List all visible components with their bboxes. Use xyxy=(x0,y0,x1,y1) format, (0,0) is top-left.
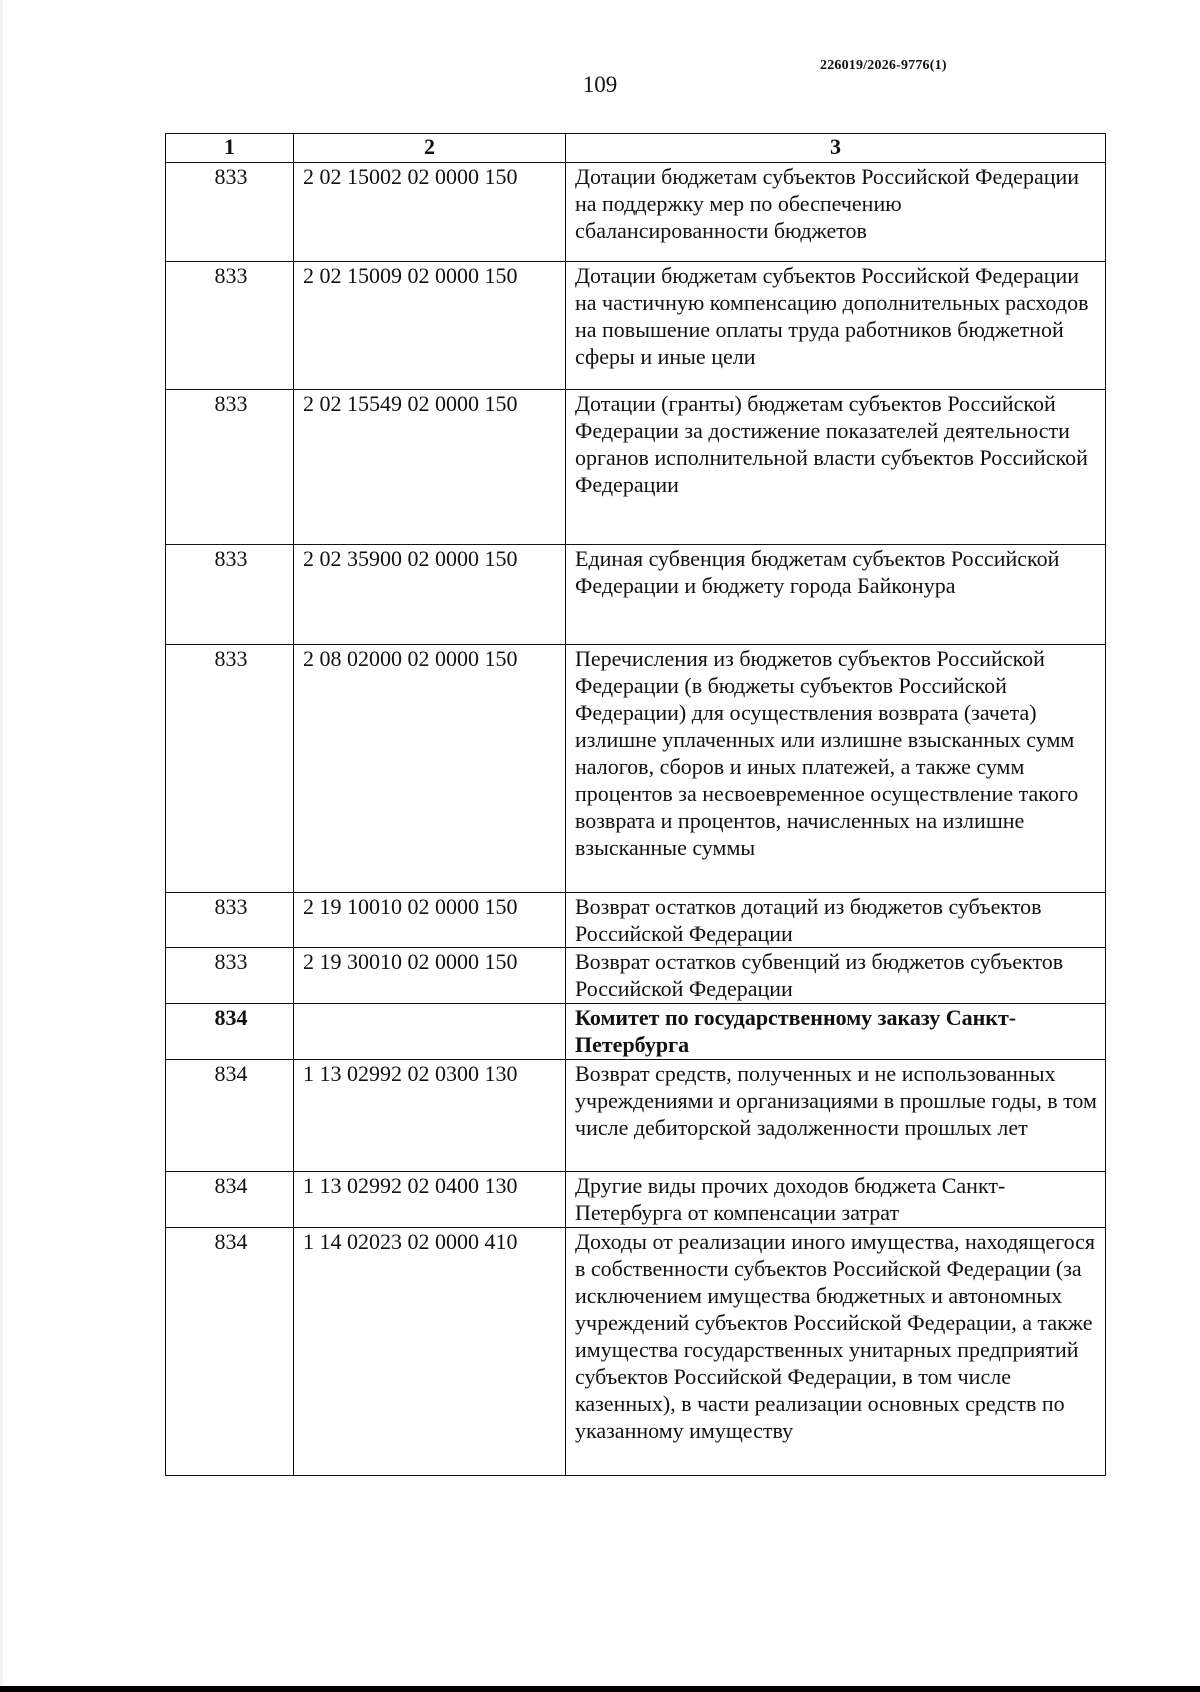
revenue-code-cell xyxy=(294,1004,566,1060)
revenue-name-cell: Возврат остатков субвенций из бюджетов субъектов Российской Федерации xyxy=(566,948,1106,1004)
revenue-name-cell: Единая субвенция бюджетам субъектов Российской Федерации и бюджету города Байконура xyxy=(566,545,1106,645)
admin-code-cell: 834 xyxy=(166,1060,294,1172)
admin-code-cell: 833 xyxy=(166,262,294,390)
revenue-name-cell: Комитет по государственному заказу Санкт-Петербурга xyxy=(566,1004,1106,1060)
admin-code-cell: 833 xyxy=(166,163,294,262)
table-row xyxy=(166,948,1106,1004)
revenue-code-cell: 2 02 15002 02 0000 150 xyxy=(294,163,566,262)
revenue-code-cell: 2 02 35900 02 0000 150 xyxy=(294,545,566,645)
revenue-code-cell: 2 19 30010 02 0000 150 xyxy=(294,948,566,1004)
admin-code-cell: 834 xyxy=(166,1004,294,1060)
revenue-name-cell: Возврат остатков дотаций из бюджетов субъектов Российской Федерации xyxy=(566,893,1106,948)
table-row xyxy=(166,163,1106,262)
admin-code-cell: 833 xyxy=(166,390,294,545)
scan-edge-left xyxy=(0,0,3,1692)
table-row xyxy=(166,893,1106,948)
admin-code-cell: 833 xyxy=(166,645,294,893)
revenue-code-cell: 2 02 15009 02 0000 150 xyxy=(294,262,566,390)
revenue-code-cell: 2 19 10010 02 0000 150 xyxy=(294,893,566,948)
revenue-name-cell: Дотации бюджетам субъектов Российской Федерации на поддержку мер по обеспечению сбалансированности бюджетов xyxy=(566,163,1106,262)
revenue-name-cell: Дотации (гранты) бюджетам субъектов Российской Федерации за достижение показателей деятельности органов исполнительной власти субъектов Российской Федерации xyxy=(566,390,1106,545)
admin-code-cell: 834 xyxy=(166,1228,294,1476)
revenue-name-cell: Другие виды прочих доходов бюджета Санкт-Петербурга от компенсации затрат xyxy=(566,1172,1106,1228)
revenue-code-cell: 1 13 02992 02 0400 130 xyxy=(294,1172,566,1228)
revenue-name-cell: Доходы от реализации иного имущества, находящегося в собственности субъектов Российской Федерации (за исключением имущества бюджетных и автономных учреждений субъектов Российской Федерации, а также имущества государственных унитарных предприятий субъектов Российской Федерации, в том числе казенных), в части реализации основных средств по указанному имуществу xyxy=(566,1228,1106,1476)
column-header-3: 3 xyxy=(566,134,1106,163)
revenue-code-cell: 1 14 02023 02 0000 410 xyxy=(294,1228,566,1476)
admin-code-cell: 833 xyxy=(166,545,294,645)
column-header-1: 1 xyxy=(166,134,294,163)
revenue-code-cell: 2 08 02000 02 0000 150 xyxy=(294,645,566,893)
revenue-code-cell: 2 02 15549 02 0000 150 xyxy=(294,390,566,545)
table-row xyxy=(166,645,1106,893)
page-number: 109 xyxy=(582,72,618,97)
admin-code-cell: 833 xyxy=(166,948,294,1004)
revenue-name-cell: Дотации бюджетам субъектов Российской Федерации на частичную компенсацию дополнительных расходов на повышение оплаты труда работников бюджетной сферы и иные цели xyxy=(566,262,1106,390)
table-row xyxy=(166,1228,1106,1476)
admin-code-cell: 834 xyxy=(166,1172,294,1228)
column-header-2: 2 xyxy=(294,134,566,163)
table-row xyxy=(166,262,1106,390)
admin-code-cell: 833 xyxy=(166,893,294,948)
table-row xyxy=(166,1172,1106,1228)
document-number: 226019/2026-9776(1) xyxy=(820,58,947,73)
table-row xyxy=(166,1060,1106,1172)
revenue-name-cell: Возврат средств, полученных и не использованных учреждениями и организациями в прошлые годы, в том числе дебиторской задолженности прошлых лет xyxy=(566,1060,1106,1172)
scan-edge-bottom xyxy=(0,1686,1200,1692)
revenue-name-cell: Перечисления из бюджетов субъектов Российской Федерации (в бюджеты субъектов Российской Федерации) для осуществления возврата (зачета) излишне уплаченных или излишне взысканных сумм налогов, сборов и иных платежей, а также сумм процентов за несвоевременное осуществление такого возврата и процентов, начисленных на излишне взысканные суммы xyxy=(566,645,1106,893)
revenue-code-cell: 1 13 02992 02 0300 130 xyxy=(294,1060,566,1172)
budget-revenue-table xyxy=(165,133,1106,1476)
table-row-section-header xyxy=(166,1004,1106,1060)
table-header-row xyxy=(166,134,1106,163)
table-row xyxy=(166,545,1106,645)
table-row xyxy=(166,390,1106,545)
